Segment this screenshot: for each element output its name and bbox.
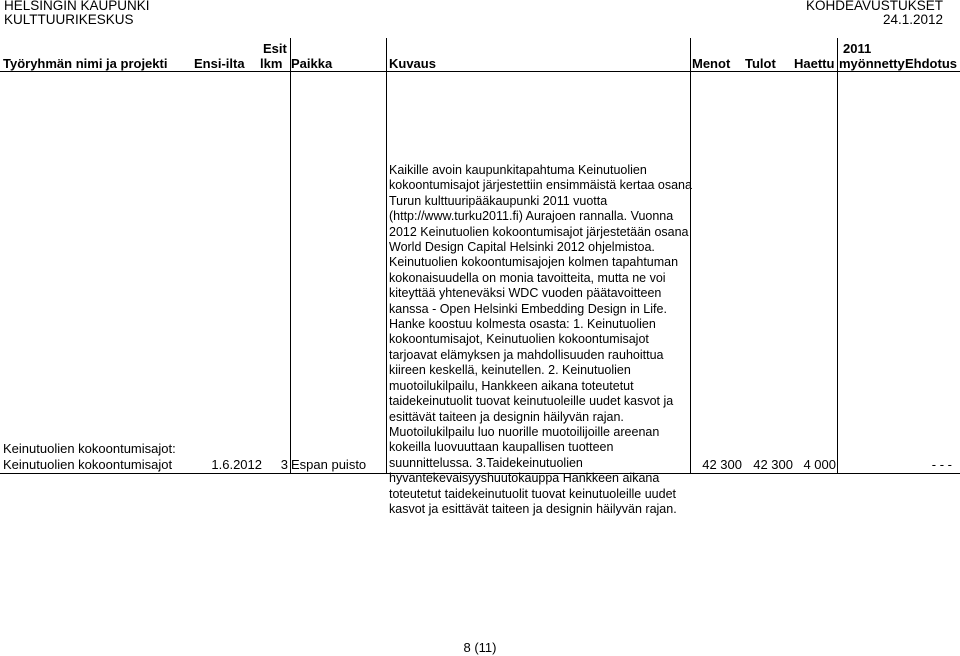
column-separator <box>837 38 838 474</box>
col-header-lkm: lkm <box>260 56 283 71</box>
proposal-value: - - - <box>931 457 952 472</box>
venue: Espan puisto <box>291 457 367 472</box>
performance-count: 3 <box>280 457 288 472</box>
col-header-description: Kuvaus <box>389 56 436 71</box>
col-header-place: Paikka <box>291 56 333 71</box>
col-header-income: Tulot <box>745 56 776 71</box>
col-header-applied: Haettu <box>794 56 835 71</box>
col-header-costs: Menot <box>692 56 731 71</box>
org-department: KULTTUURIKESKUS <box>4 12 134 27</box>
applied-value: 4 000 <box>803 457 836 472</box>
col-header-premiere: Ensi-ilta <box>194 56 245 71</box>
col-header-granted: myönnetty <box>839 56 905 71</box>
group-name-line1: Keinutuolien kokoontumisajot: <box>3 441 176 456</box>
column-separator <box>386 38 387 474</box>
col-header-granted-year: 2011 <box>843 41 872 56</box>
col-header-proposal: Ehdotus <box>905 56 957 71</box>
header-divider <box>0 71 960 72</box>
document-title: KOHDEAVUSTUKSET <box>805 0 943 13</box>
column-separator <box>290 38 291 474</box>
org-name: HELSINGIN KAUPUNKI <box>4 0 150 13</box>
page-number: 8 (11) <box>463 640 497 655</box>
premiere-date: 1.6.2012 <box>211 457 262 472</box>
costs-value: 42 300 <box>702 457 742 472</box>
col-header-esit: Esit <box>263 41 287 56</box>
document-date: 24.1.2012 <box>882 12 943 27</box>
project-description: Kaikille avoin kaupunkitapahtuma Keinutuolien kokoontumisajot järjestettiin ensimmäistä kertaa osana Turun kulttuuripääkaupunki 2011 vuotta (http://www.turku2011.fi) Aurajoen rannalla. Vuonna 2012 Keinutuolien kokoontumisajot järjestetään osana World Design Capital Helsinki 2012 ohjelmistoa. Keinutuolien kokoontumisajojen kolmen tapahtuman kokonaisuudella on monia tavoitteita, mutta ne voi kiteyttää yhteneväksi WDC vuoden päätavoitteen kanssa - Open Helsinki Embedding Design in Life. Hanke koostuu kolmesta osasta: 1. Keinutuolien kokoontumisajot, Keinutuolien kokoontumisajot tarjoavat elämyksen ja mahdollisuuden rauhoittua kiireen keskellä, keinutellen. 2. Keinutuolien muotoilukilpailu, Hankkeen aikana toteutetut taidekeinutuolit tuovat keinutuoleille uudet kasvot ja esittävät taiteen ja designin häilyvän rajan. Muotoilukilpailu luo nuorille muotoilijoille areenan kokeilla luovuuttaan kaupallisen tuotteen suunnittelussa. 3.Taidekeinutuolien hyväntekeväisyyshuutokauppa Hankkeen aikana toteutetut taidekeinutuolit tuovat keinutuoleille uudet kasvot ja esittävät taiteen ja designin häilyvän rajan. <box>389 163 692 516</box>
col-header-group: Työryhmän nimi ja projekti <box>3 56 168 71</box>
group-name-line2: Keinutuolien kokoontumisajot <box>3 457 173 472</box>
income-value: 42 300 <box>753 457 793 472</box>
